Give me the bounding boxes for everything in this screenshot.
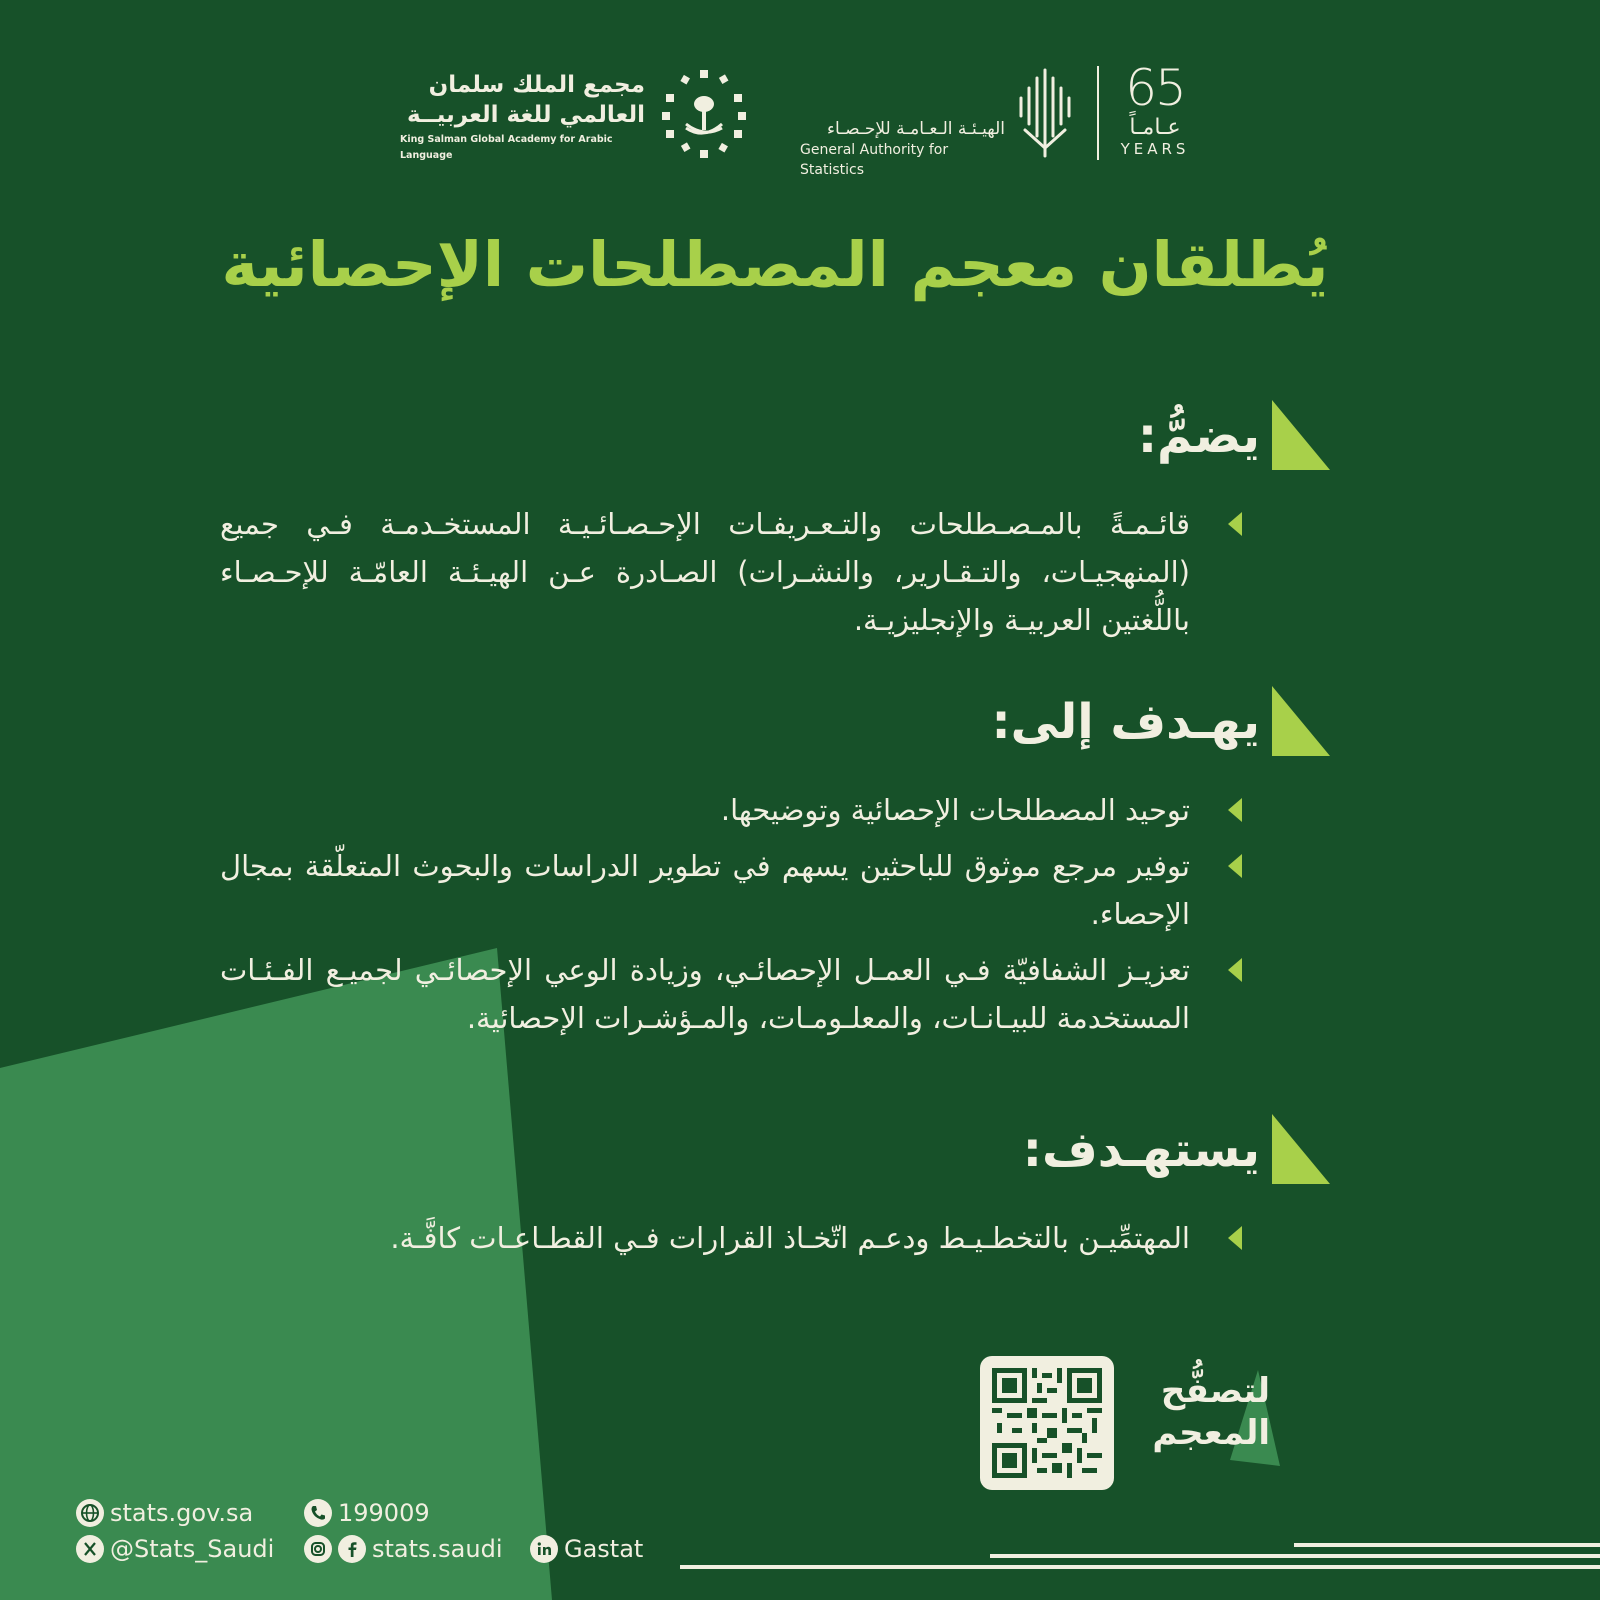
gastat-english-name: General Authority for Statistics [800,142,949,178]
gastat-arabic-name: الهيـئـة الـعـامـة للإحـصـاء [826,119,1005,139]
phone-text: 199009 [338,1499,430,1527]
browse-line2: المعجم [1152,1413,1270,1453]
header-divider [1097,66,1099,160]
bullet-list [220,1214,1330,1262]
list-item [220,500,1330,644]
ksga-emblem-icon [658,66,750,160]
bullet-arrow-icon [1228,512,1242,536]
anniversary-number: 65 [1125,59,1185,117]
instagram-facebook-link[interactable] [304,1534,503,1564]
gastat-emblem-icon [1015,66,1075,160]
ksga-logo-text [400,70,645,164]
section-label: يضمُّ: [1137,408,1260,464]
bullet-arrow-icon [1228,1226,1242,1250]
triangle-marker-icon [1258,686,1330,758]
bullet-arrow-icon [1228,958,1242,982]
section-includes [220,400,1330,652]
bullet-list [220,500,1330,644]
browse-dictionary-label [1130,1370,1270,1454]
section-label: يهـدف إلى: [991,694,1260,750]
section-label: يستهـدف: [1022,1122,1260,1178]
ksga-arabic-line2: العالمي للغة العربيــة [407,102,645,128]
list-item [220,786,1330,834]
triangle-marker-icon [1258,1114,1330,1186]
list-item [220,946,1330,1042]
bullet-text: توفير مرجع موثوق للباحثين يسهم في تطوير الدراسات والبحوث المتعلّقة بمجال الإحصاء. [220,849,1190,931]
section-header [220,400,1330,476]
bullet-text: المهتمِّيـن بالتخطـيـط ودعـم اتّخـاذ القرارات فـي القطـاعـات كافَّـة. [390,1221,1190,1255]
instagram-icon [304,1535,332,1563]
globe-icon [76,1499,104,1527]
x-twitter-icon [76,1535,104,1563]
linkedin-icon [530,1535,558,1563]
section-header [220,1114,1330,1190]
bullet-text: توحيد المصطلحات الإحصائية وتوضيحها. [720,793,1190,827]
linkedin-text: Gastat [564,1535,644,1563]
section-header [220,686,1330,762]
triangle-marker-icon [1258,400,1330,472]
bullet-arrow-icon [1228,854,1242,878]
footer-lines [680,1540,1600,1570]
section-targets [220,1114,1330,1270]
instagram-facebook-text: stats.saudi [372,1535,503,1563]
list-item [220,1214,1330,1262]
phone-link[interactable] [304,1498,430,1528]
browse-line1: لتصفُّح [1160,1371,1270,1411]
website-text: stats.gov.sa [110,1499,254,1527]
website-link[interactable] [76,1498,253,1528]
bullet-arrow-icon [1228,798,1242,822]
gastat-logo-text [800,118,1005,180]
linkedin-link[interactable] [530,1534,643,1564]
ksga-english-name: King Salman Global Academy for Arabic Language [400,134,613,161]
ksga-arabic-line1: مجمع الملك سلمان [428,72,645,98]
list-item [220,842,1330,938]
page-title: يُطلقان معجم المصطلحات الإحصائية [221,228,1329,301]
facebook-icon [338,1535,366,1563]
phone-icon [304,1499,332,1527]
section-aims [220,686,1330,1050]
anniversary-arabic: عـامـاً [1129,115,1181,140]
bullet-text: تعزيـز الشفافيّة فـي العمـل الإحصائـي، وزيادة الوعي الإحصائـي لجميـع الفـئـات المستخدمة للبيـانـات، والمعلـومـات، والمـؤشـرات الإحصائية. [220,953,1190,1035]
anniversary-english: YEARS [1120,140,1190,158]
qr-code-icon [992,1368,1102,1478]
bullet-text: قائـمـةً بالمـصـطلحات والتـعـريفـات الإحـصـائـيـة المستخـدمـة فـي جميع (المنهجيـات، والتـقـارير، والنشـرات) الصـادرة عـن الهيـئـة العامّـة للإحـصـاء باللُّغتين العربيـة والإنجليزيـة. [220,507,1190,637]
anniversary-logo [1110,60,1200,160]
twitter-text: @Stats_Saudi [110,1535,275,1563]
qr-code[interactable] [980,1356,1114,1490]
bullet-list [220,786,1330,1042]
twitter-link[interactable] [76,1534,274,1564]
